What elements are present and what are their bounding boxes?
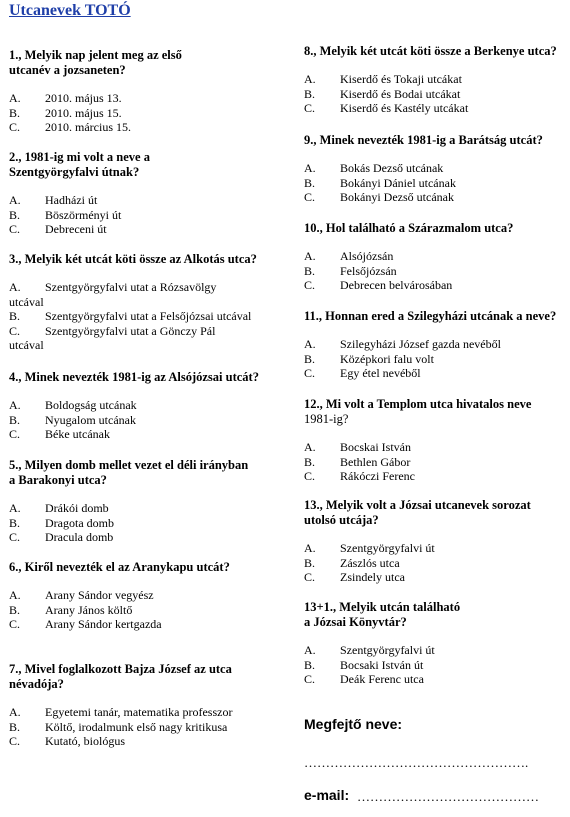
option-text: Drákói domb	[45, 501, 109, 515]
question-block	[304, 498, 566, 585]
option-text: Egyetemi tanár, matematika professzor	[45, 705, 233, 719]
question-block	[304, 397, 566, 484]
answer-options	[304, 643, 566, 687]
option-text: Kiserdő és Kastély utcákat	[340, 101, 469, 116]
option-text: 2010. május 13.	[45, 91, 122, 105]
option-letter: A.	[304, 72, 316, 86]
answer-option	[304, 161, 566, 176]
option-letter: B.	[9, 602, 21, 617]
option-letter: B.	[9, 105, 21, 120]
page-title: Utcanevek TOTÓ	[9, 2, 131, 19]
question-title-line: 9., Minek nevezték 1981-ig a Barátság utcát?	[304, 133, 543, 147]
question-title-line: 6., Kiről nevezték el az Aranykapu utcát?	[9, 560, 230, 574]
option-text: Zsindely utca	[340, 570, 405, 585]
question-title-line: 1., Melyik nap jelent meg az első	[9, 48, 182, 62]
question-title-line: a Barakonyi utca?	[9, 473, 107, 487]
answer-option	[304, 249, 566, 264]
answer-options	[304, 440, 566, 484]
email-blank: ……………………………………	[357, 789, 539, 804]
answer-options	[304, 249, 566, 293]
answer-option	[9, 193, 284, 208]
question-block	[9, 662, 284, 749]
question-block	[9, 252, 284, 353]
option-text: Középkori falu volt	[340, 351, 434, 366]
answer-option	[9, 617, 284, 632]
option-letter: C.	[304, 366, 316, 381]
option-text: Debreceni út	[45, 222, 107, 237]
question-block	[9, 560, 284, 632]
answer-option	[304, 556, 566, 571]
answer-option	[304, 101, 566, 116]
option-text: 2010. március 15.	[45, 120, 131, 135]
option-text-continuation: utcával	[9, 338, 44, 353]
option-letter: B.	[304, 263, 316, 278]
option-text: Böszörményi út	[45, 207, 122, 222]
question-title-line: 8., Melyik két utcát köti össze a Berkenye utca?	[304, 44, 557, 58]
answer-option	[304, 440, 566, 455]
option-letter: B.	[304, 86, 316, 101]
answer-options	[9, 705, 284, 749]
question-title	[304, 221, 566, 236]
answer-option	[9, 734, 284, 749]
option-text: Szentgyörgyfalvi út	[340, 643, 435, 657]
question-block	[9, 370, 284, 442]
option-letter: A.	[304, 337, 316, 351]
answer-option	[304, 570, 566, 585]
option-text: Szentgyörgyfalvi utat a Gönczy Pál	[45, 323, 216, 338]
answer-option	[304, 278, 566, 293]
question-title-line: 1981-ig?	[304, 412, 349, 426]
answer-options	[9, 91, 284, 135]
answer-option	[304, 366, 566, 381]
option-text: Alsójózsán	[340, 249, 394, 263]
question-title	[9, 458, 284, 488]
question-title-line: 3., Melyik két utcát köti össze az Alkotás utca?	[9, 252, 257, 266]
question-title-line: a Józsai Könyvtár?	[304, 615, 407, 629]
question-title-line: névadója?	[9, 677, 64, 691]
option-text: Arany Sándor vegyész	[45, 588, 154, 602]
answer-option	[304, 643, 566, 658]
answer-option	[9, 120, 284, 135]
answer-option	[9, 603, 284, 618]
option-text: 2010. május 15.	[45, 105, 122, 120]
question-title-line: Szentgyörgyfalvi útnak?	[9, 165, 140, 179]
option-text: Bocsaki István út	[340, 657, 424, 672]
question-title-line: 11., Honnan ered a Szilegyházi utcának a neve?	[304, 309, 557, 323]
answer-option	[304, 87, 566, 102]
answer-option	[9, 588, 284, 603]
answer-option	[304, 190, 566, 205]
option-text: Zászlós utca	[340, 555, 400, 570]
answer-options	[304, 541, 566, 585]
answer-option	[304, 469, 566, 484]
question-title	[9, 150, 284, 180]
question-title	[304, 498, 566, 528]
question-title-line: 13., Melyik volt a Józsai utcanevek sorozat	[304, 498, 531, 512]
option-text: Szentgyörgyfalvi utat a Felsőjózsai utcával	[45, 309, 252, 324]
option-text: Felsőjózsán	[340, 263, 397, 278]
answer-options	[9, 193, 284, 237]
option-text: Szentgyörgyfalvi utat a Rózsavölgy	[45, 280, 217, 294]
option-text: Deák Ferenc utca	[340, 672, 424, 687]
email-label: e-mail:	[304, 787, 350, 803]
option-letter: A.	[9, 705, 21, 719]
answer-option	[304, 672, 566, 687]
option-letter: A.	[9, 193, 21, 207]
option-letter: B.	[9, 309, 21, 324]
option-letter: C.	[9, 734, 21, 749]
option-letter: A.	[304, 161, 316, 175]
question-title	[9, 560, 284, 575]
question-title-line: utcanév a jozsaneten?	[9, 63, 126, 77]
question-title-line: 2., 1981-ig mi volt a neve a	[9, 150, 150, 164]
question-title-line: utolsó utcája?	[304, 513, 379, 527]
answer-option	[9, 398, 284, 413]
answer-option	[9, 91, 284, 106]
answer-option	[9, 530, 284, 545]
question-title	[9, 48, 284, 78]
question-title-line: 10., Hol található a Szárazmalom utca?	[304, 221, 514, 235]
answer-option	[9, 413, 284, 428]
option-letter: C.	[9, 530, 21, 545]
answer-option	[304, 455, 566, 470]
option-letter: C.	[304, 672, 316, 687]
answer-option	[9, 324, 284, 339]
option-text: Bokányi Dániel utcának	[340, 175, 456, 190]
answer-option	[304, 541, 566, 556]
option-text: Boldogság utcának	[45, 398, 137, 412]
answer-options	[304, 161, 566, 205]
option-letter: C.	[9, 120, 21, 135]
option-text: Bethlen Gábor	[340, 454, 411, 469]
answer-option	[304, 176, 566, 191]
question-title-line: 7., Mivel foglalkozott Bajza József az utca	[9, 662, 232, 676]
answer-options	[9, 280, 284, 353]
option-letter: B.	[304, 657, 316, 672]
option-letter: C.	[9, 427, 21, 442]
question-title	[9, 252, 284, 267]
option-letter: C.	[9, 617, 21, 632]
answer-options	[304, 337, 566, 381]
option-letter: A.	[304, 440, 316, 454]
solver-name-blank: …………………………………………….	[304, 755, 529, 770]
solver-name-label: Megfejtő neve:	[304, 716, 403, 732]
option-letter: A.	[9, 501, 21, 515]
question-block	[304, 133, 566, 205]
option-text: Kutató, biológus	[45, 734, 125, 749]
option-letter: A.	[304, 249, 316, 263]
question-block	[9, 48, 284, 135]
option-letter: B.	[9, 207, 21, 222]
option-letter: A.	[304, 643, 316, 657]
answer-option	[304, 264, 566, 279]
answer-option	[304, 352, 566, 367]
answer-option	[9, 208, 284, 223]
answer-options	[9, 588, 284, 632]
question-title-line: 4., Minek nevezték 1981-ig az Alsójózsai utcát?	[9, 370, 259, 384]
answer-option	[9, 427, 284, 442]
option-letter: B.	[9, 515, 21, 530]
option-letter: B.	[9, 719, 21, 734]
option-text: Debrecen belvárosában	[340, 278, 453, 293]
option-text: Hadházi út	[45, 193, 98, 207]
answer-options	[9, 501, 284, 545]
option-text-continuation: utcával	[9, 294, 44, 309]
answer-option	[304, 72, 566, 87]
answer-options	[9, 398, 284, 442]
option-letter: A.	[9, 398, 21, 412]
question-title	[9, 370, 284, 385]
option-letter: B.	[304, 175, 316, 190]
option-text: Rákóczi Ferenc	[340, 469, 415, 484]
option-text: Béke utcának	[45, 427, 110, 442]
answer-option	[9, 516, 284, 531]
option-letter: C.	[9, 323, 21, 338]
answer-option	[9, 222, 284, 237]
answer-option	[9, 280, 284, 295]
option-letter: A.	[9, 280, 21, 294]
option-letter: B.	[304, 351, 316, 366]
question-title	[304, 44, 566, 59]
answer-option	[9, 309, 284, 324]
question-title	[304, 133, 566, 148]
answer-option	[304, 658, 566, 673]
answer-option	[304, 337, 566, 352]
option-text: Arany Sándor kertgazda	[45, 617, 162, 632]
option-text: Egy étel nevéből	[340, 366, 421, 381]
option-letter: C.	[304, 278, 316, 293]
question-title	[9, 662, 284, 692]
answer-option	[9, 501, 284, 516]
option-text: Bokás Dezső utcának	[340, 161, 444, 175]
question-title	[304, 397, 566, 427]
option-text: Kiserdő és Bodai utcákat	[340, 86, 461, 101]
option-text: Szentgyörgyfalvi út	[340, 541, 435, 555]
answer-option	[9, 705, 284, 720]
option-text: Dragota domb	[45, 515, 114, 530]
option-letter: A.	[9, 588, 21, 602]
question-title	[304, 600, 566, 630]
option-letter: C.	[304, 190, 316, 205]
question-block	[9, 150, 284, 237]
question-block	[304, 221, 566, 293]
option-text: Szilegyházi József gazda nevéből	[340, 337, 501, 351]
question-title-line: 5., Milyen domb mellet vezet el déli irányban	[9, 458, 249, 472]
option-text: Nyugalom utcának	[45, 412, 136, 427]
option-text: Kiserdő és Tokaji utcákat	[340, 72, 462, 86]
question-title-line: 12., Mi volt a Templom utca hivatalos neve	[304, 397, 532, 411]
option-letter: A.	[9, 91, 21, 105]
option-text: Bocskai István	[340, 440, 411, 454]
option-letter: C.	[304, 469, 316, 484]
question-title	[304, 309, 566, 324]
option-letter: C.	[304, 570, 316, 585]
option-letter: C.	[304, 101, 316, 116]
question-block	[304, 44, 566, 116]
option-letter: B.	[304, 555, 316, 570]
option-letter: A.	[304, 541, 316, 555]
option-letter: B.	[9, 412, 21, 427]
option-text: Bokányi Dezső utcának	[340, 190, 454, 205]
option-text: Költő, irodalmunk első nagy kritikusa	[45, 719, 228, 734]
answer-option	[9, 720, 284, 735]
answer-option	[9, 106, 284, 121]
option-text: Arany János költő	[45, 602, 133, 617]
option-text: Dracula domb	[45, 530, 114, 545]
question-block	[9, 458, 284, 545]
question-block	[304, 309, 566, 381]
option-letter: C.	[9, 222, 21, 237]
question-title-line: 13+1., Melyik utcán található	[304, 600, 461, 614]
question-block	[304, 600, 566, 687]
answer-options	[304, 72, 566, 116]
option-letter: B.	[304, 454, 316, 469]
